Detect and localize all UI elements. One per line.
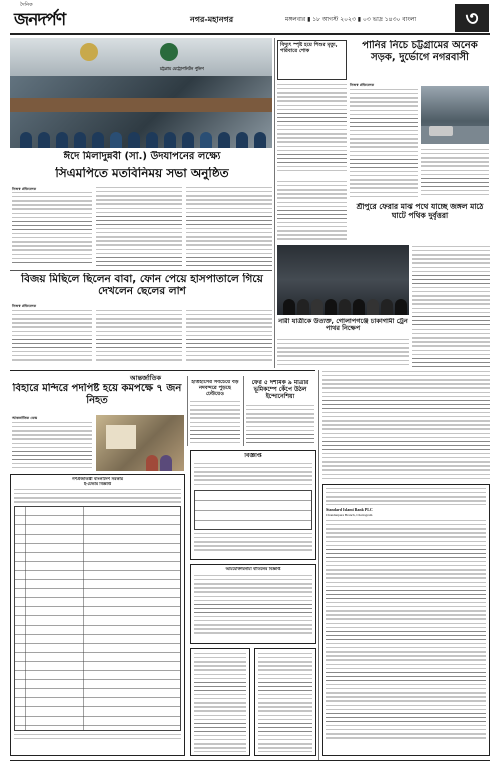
bihar-headline: বিহারে মন্দিরে পদপিষ্ট হয়ে কমপক্ষে ৭ জন নিহত [12,383,182,406]
itihas-body [190,400,240,445]
cmp-meeting-photo [10,38,272,148]
bijoy-body-col-2 [96,309,182,361]
small-notice-2 [254,648,316,756]
tender-table [14,506,181,731]
train-photo [277,245,409,315]
bank-notice [322,484,490,756]
rain-headline: পানির নিচে চট্টগ্রামের অনেক সড়ক, দুর্ভোগে নগরবাসী [362,40,478,63]
sripur-body-col-2 [412,328,490,368]
international-rule [10,370,315,371]
bijoy-body-col-1 [12,309,92,361]
masthead-small: দৈনিক [20,2,33,8]
masthead-rule [10,33,490,35]
masthead [0,0,500,36]
rain-byline: নিজস্ব প্রতিবেদক [350,83,375,87]
footer-rule [10,760,490,761]
rain-body-col-2 [421,148,489,198]
milad-headline-2: সিএমপিতে মতবিনিময় সভা অনুষ্ঠিত [55,167,229,180]
milad-byline: নিজস্ব প্রতিবেদক [12,187,37,191]
bidyut-body [277,83,347,173]
bank-name: Standard Islami Bank PLC [326,507,373,512]
bidyut-headline: বিদ্যুৎ স্পৃষ্ট হয়ে শিশুর মৃত্যু, পরিবারে শোক [280,42,338,54]
milad-headline-1: ঈদে মিলাদুন্নবী (সা.) উদযাপনের লক্ষ্যে [63,151,221,162]
tender-notice [10,474,185,756]
bijnapti-notice [190,450,316,560]
bidyut-box [277,40,347,80]
international-label: আন্তর্জাতিক [130,374,162,382]
rain-body-col-1 [350,88,418,198]
train-body [277,338,409,368]
bijoy-body-col-3 [186,309,272,361]
train-headline: নারী যাত্রীকে উত্যক্ত, গোলাপগঞ্জে চাকাগামী ট্রেন পাথর নিক্ষেপ [278,318,408,333]
section-label: নগর-মহানগর [190,15,234,24]
bidyut-body-2 [277,180,347,240]
bijoy-byline: নিজস্ব প্রতিবেদক [12,304,37,308]
tender-subtitle: ই-টেন্ডার বিজ্ঞপ্তি [83,481,112,486]
right-story-body [322,370,490,480]
rain-photo [421,86,489,144]
earthquake-headline: ফের ৫ দশমিক ৯ মাত্রার ভূমিকম্পে কেঁপে উঠল ইন্দোনেশিয়া [251,380,309,400]
page-number: ৩ [465,6,479,30]
bijnapti-label: বিজ্ঞপ্তি [244,453,262,459]
bijoy-headline: বিজয় মিছিলে ছিলেন বাবা, ফোন পেয়ে হাসপাতালে গিয়ে দেখলেন ছেলের লাশ [21,273,263,298]
small-notice-1 [190,648,250,756]
bihar-photo [96,415,184,471]
sripur-body-col-1 [412,245,490,325]
tender-title: গণপ্রজাতন্ত্রী বাংলাদেশ সরকার [71,477,124,481]
sripur-headline: শ্রীপুরে ফেরার মাঝ পথে যাচ্ছে জঙ্গল মাঠে ঘাটে পথিক দুর্বৃত্তরা [356,203,484,220]
earthquake-body [246,404,314,446]
milad-body-col-2 [96,186,182,266]
bihar-body [12,421,92,471]
page-number-box [455,4,489,32]
bihar-byline: আন্তর্জাতিক ডেস্ক [12,416,38,420]
itihas-headline: ইতিহাসের সবচেয়ে বড় নদবন্দরে পুড়ছে ঢেউয়েও [191,380,239,397]
newspaper-logo: জনদর্পণ [14,10,66,30]
bank-branch: Chandanpura Branch, Chattogram [326,513,373,517]
date-line: মঙ্গলবার ▮ ১৮ আগস্ট ২০২৩ ▮ ০৩ ভাদ্র ১৪৩০ বাংলা [285,16,417,23]
milad-body-col-1 [12,191,92,266]
photo-caption: চট্টগ্রাম মেট্রোপলিটন পুলিশ [160,66,204,71]
attorney-title: আমমোক্তারনামা বাতিলের বিজ্ঞপ্তি [225,567,281,571]
milad-body-col-3 [186,186,272,266]
power-of-attorney-notice [190,564,316,644]
